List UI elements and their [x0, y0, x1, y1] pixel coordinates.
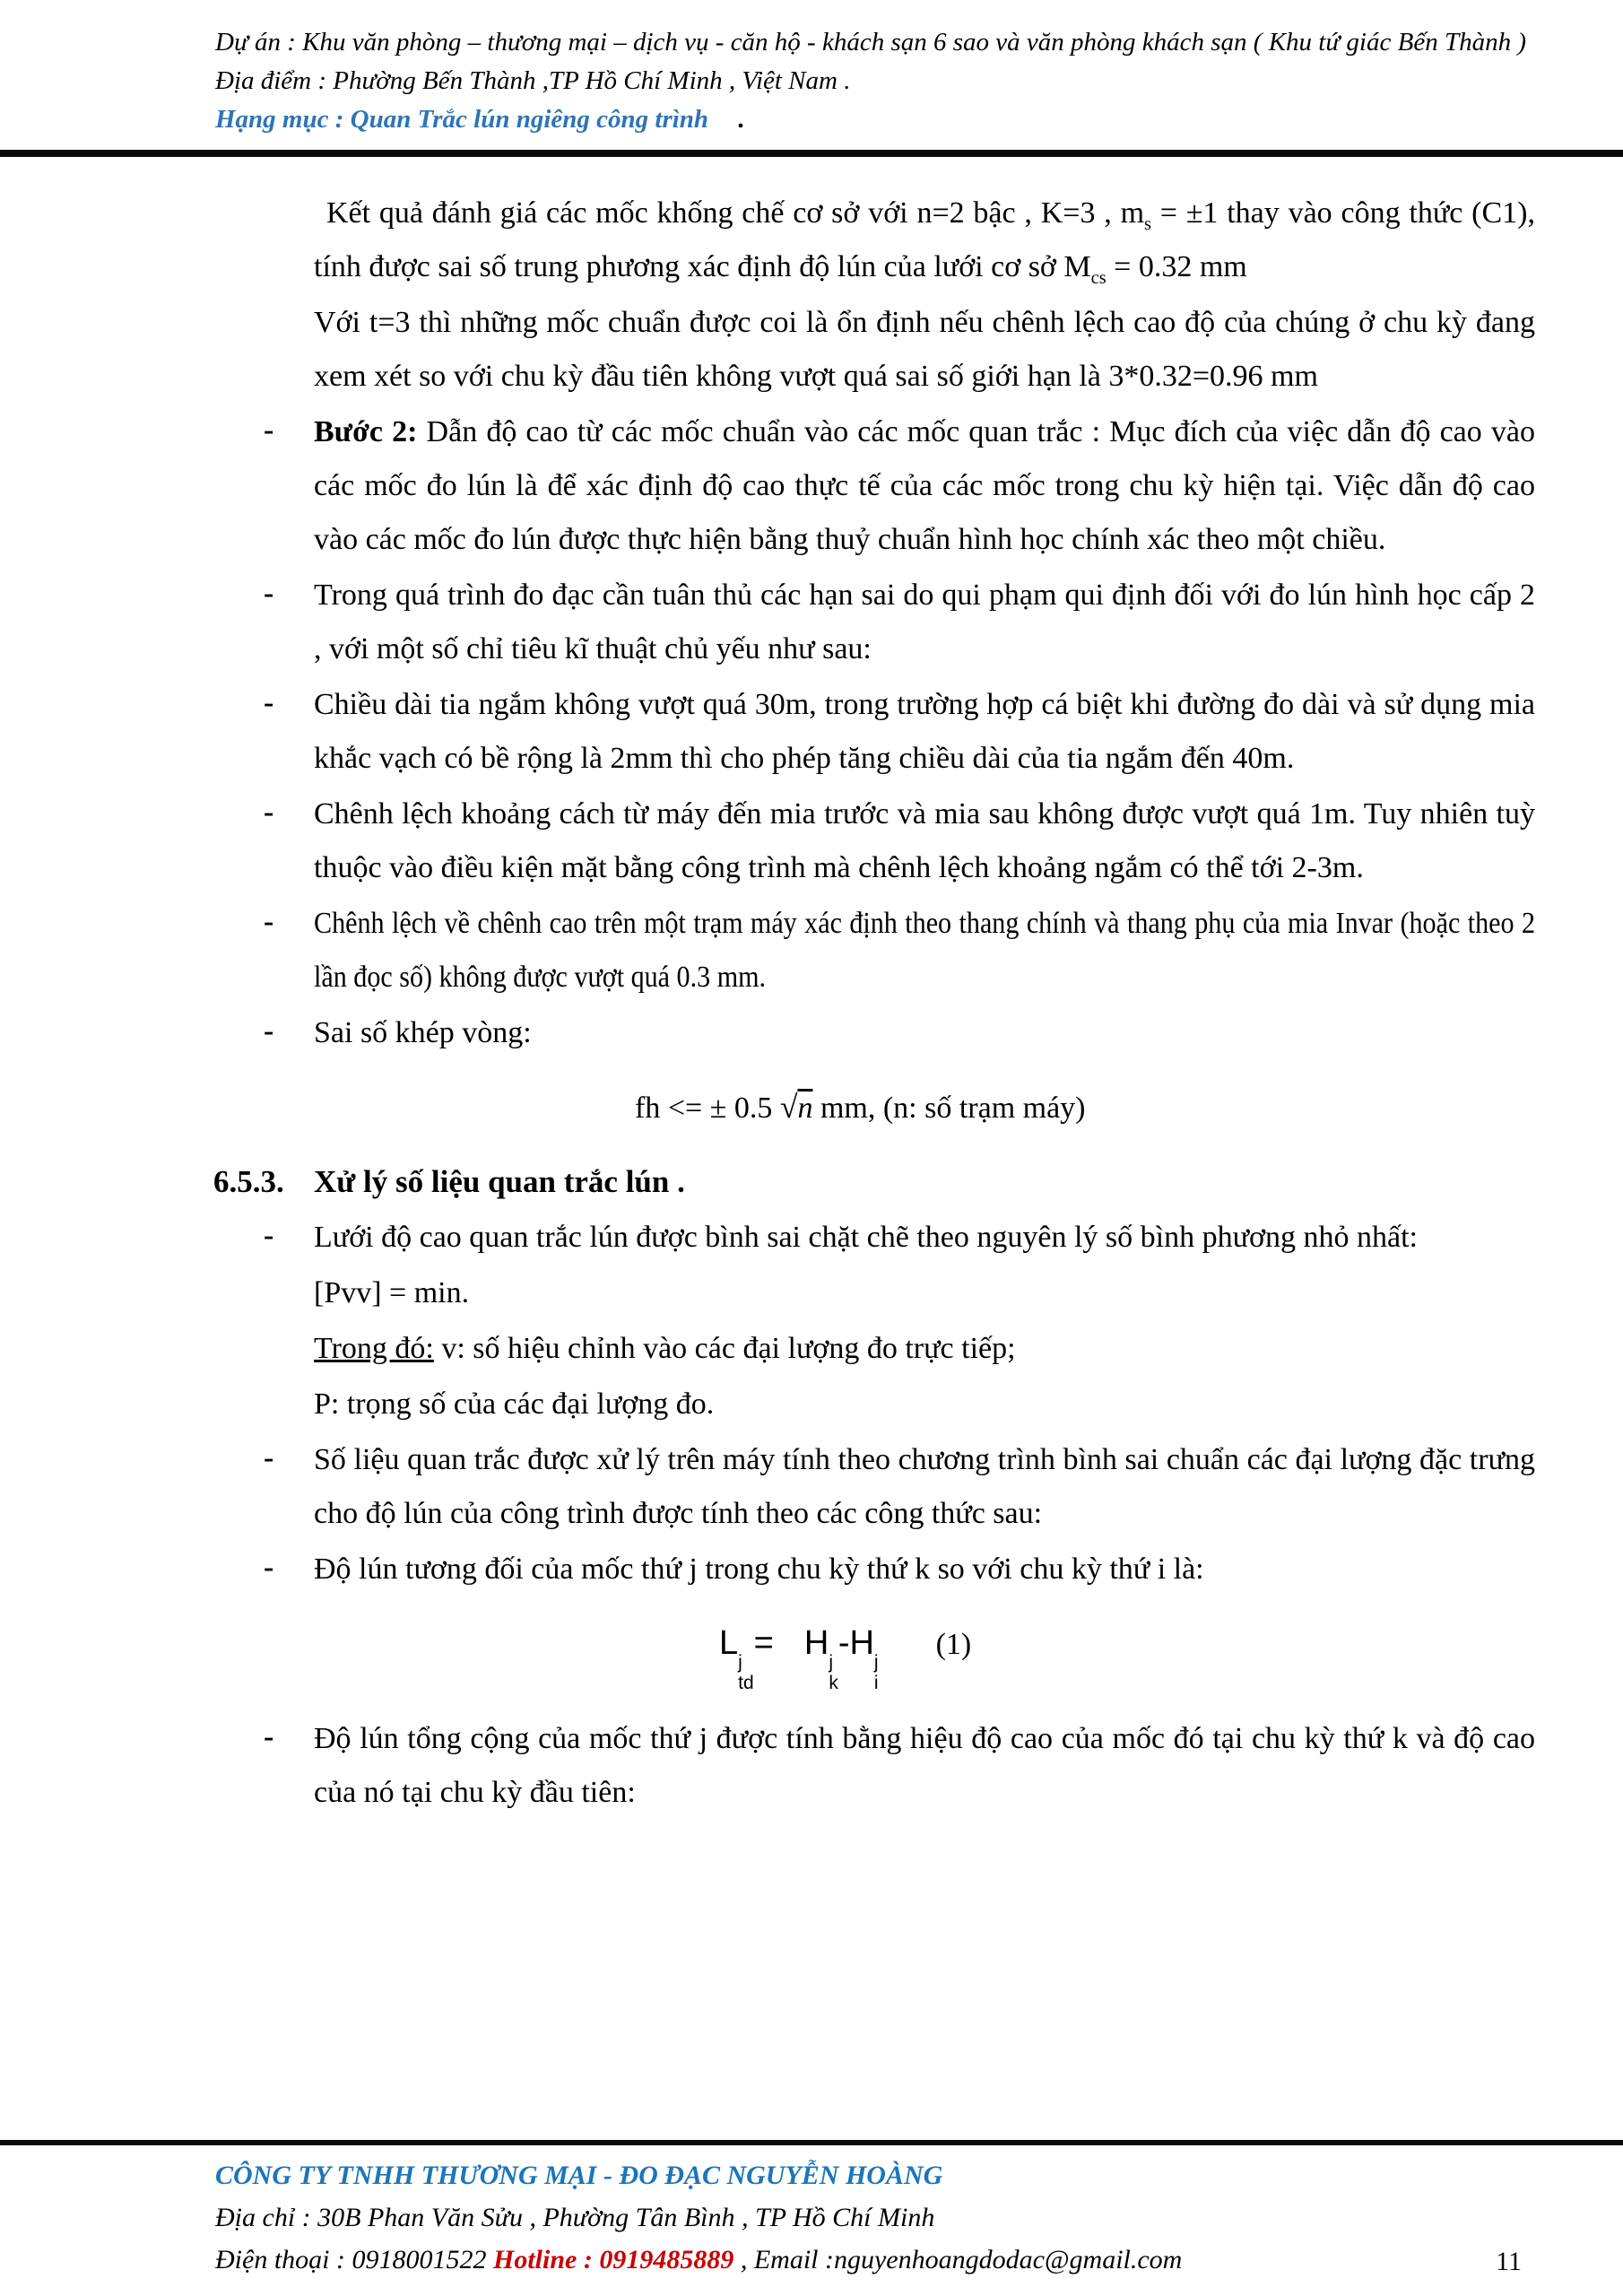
radicand-n: n	[797, 1091, 813, 1125]
bullet-dash-icon: -	[264, 1441, 274, 1474]
footer-phone: Điện thoại : 0918001522	[215, 2245, 493, 2274]
bullet-dash-icon: -	[264, 1720, 274, 1753]
bullet-invar-staff-text: Chênh lệch về chênh cao trên một trạm máy xác định theo thang chính và thang phụ của mia Invar (hoặc theo 2 lần đọc số) không được vượt quá 0.3 mm.	[314, 907, 1536, 994]
formula-closure-error	[635, 1080, 1535, 1135]
trong-do-rest: v: số hiệu chỉnh vào các đại lượng đo trực tiếp;	[433, 1332, 1016, 1365]
term-Hk	[803, 1624, 838, 1693]
term-Hi-sub: i	[873, 1673, 879, 1693]
bullet-total-settlement-text: Độ lún tổng cộng của mốc thứ j được tính bằng hiệu độ cao của mốc đó tại chu kỳ thứ k và độ cao của nó tại chu kỳ đầu tiên:	[314, 1722, 1535, 1809]
bullet-computer-processing-text: Số liệu quan trắc được xử lý trên máy tính theo chương trình bình sai chuẩn các đại lượng đặc trưng cho độ lún của công trình được tính theo các công thức sau:	[314, 1443, 1535, 1530]
bullet-sight-length-text: Chiều dài tia ngắm không vượt quá 30m, trong trường hợp cá biệt khi đường đo dài và sử dụng mia khắc vạch có bề rộng là 2mm thì cho phép tăng chiều dài của tia ngắm đến 40m.	[314, 688, 1535, 775]
p1-text-b: = ±1 thay vào công thức (C1), tính được sai số trung phương xác định độ lún của lưới cơ sở M	[314, 196, 1535, 283]
document-body	[213, 185, 1536, 1822]
bullet-distance-difference	[264, 787, 1535, 895]
p1-text-a: Kết quả đánh giá các mốc khống chế cơ sở với n=2 bậc , K=3 , m	[326, 196, 1145, 230]
bullet-closure-error-text: Sai số khép vòng:	[314, 1016, 532, 1049]
bullet-dash-icon: -	[264, 686, 274, 719]
header-divider-rule	[0, 150, 1623, 157]
header-category-text: Hạng mục : Quan Trắc lún ngiêng công trình	[215, 105, 709, 134]
term-Hk-sub: k	[829, 1673, 838, 1693]
term-Hi-sup: j	[873, 1652, 879, 1673]
formula-settlement-equation	[719, 1616, 1535, 1692]
term-Hk-scripts	[829, 1653, 838, 1692]
p1-subscript-cs: cs	[1090, 267, 1107, 288]
bullet-adjustment-principle-text: Lưới độ cao quan trắc lún được bình sai chặt chẽ theo nguyên lý số bình phương nhỏ nhất:	[314, 1221, 1418, 1254]
term-Hi-scripts	[874, 1653, 879, 1692]
term-L-sub: td	[738, 1673, 754, 1693]
bullet-dash-icon: -	[264, 413, 274, 447]
bullet-relative-settlement	[264, 1543, 1535, 1596]
bullet-relative-settlement-text: Độ lún tương đối của mốc thứ j trong chu kỳ thứ k so với chu kỳ thứ i là:	[314, 1552, 1204, 1586]
footer-contact-line	[215, 2239, 1538, 2281]
page-number: 11	[1496, 2247, 1522, 2276]
paragraph-control-network-result	[314, 187, 1535, 294]
header-project-line: Dự án : Khu văn phòng – thương mại – dịch vụ - căn hộ - khách sạn 6 sao và văn phòng khách sạn ( Khu tứ giác Bến Thành )	[215, 28, 1526, 57]
term-L	[719, 1624, 754, 1693]
term-Hk-sup: j	[829, 1652, 833, 1673]
line-pvv-min: [Pvv] = min.	[314, 1276, 470, 1309]
bullet-dash-icon: -	[264, 1551, 274, 1584]
formula-fh-post: mm, (n: số trạm máy)	[812, 1091, 1086, 1125]
page-footer	[215, 2154, 1538, 2281]
term-Hk-base: H	[803, 1624, 829, 1662]
p1-text-c: = 0.32 mm	[1106, 250, 1247, 283]
trong-do-underlined: Trong đó:	[314, 1332, 434, 1365]
paragraph-benchmark-stability: Với t=3 thì những mốc chuẩn được coi là ổn định nếu chênh lệch cao độ của chúng ở chu kỳ đang xem xét so với chu kỳ đầu tiên không vượt quá sai số giới hạn là 3*0.32=0.96 mm	[314, 306, 1535, 393]
bullet-step2-text	[314, 405, 1535, 567]
header-category-line	[215, 100, 1538, 139]
footer-company-name: CÔNG TY TNHH THƯƠNG MẠI - ĐO ĐẠC NGUYỄN HOÀNG	[215, 2161, 943, 2190]
line-p-weight: P: trọng số của các đại lượng đo.	[314, 1387, 715, 1421]
bullet-sight-length	[264, 678, 1535, 786]
term-Hi	[849, 1624, 879, 1693]
header-location-line: Địa điểm : Phường Bến Thành ,TP Hồ Chí Minh , Việt Nam .	[215, 66, 851, 95]
bullet-closure-error	[264, 1006, 1535, 1060]
equation-number: (1)	[935, 1628, 972, 1661]
section-title: Xử lý số liệu quan trắc lún .	[314, 1164, 685, 1199]
term-L-sup: j	[738, 1652, 742, 1673]
section-heading-653	[213, 1155, 1535, 1209]
bullet-tolerances	[264, 569, 1535, 676]
bullet-step2	[264, 405, 1535, 567]
footer-divider-rule	[0, 2140, 1623, 2145]
bullet-dash-icon: -	[264, 796, 274, 829]
radical-sign: √	[779, 1089, 798, 1125]
p1-subscript-s: s	[1144, 213, 1151, 234]
formula-fh-pre: fh <= ± 0.5	[635, 1091, 780, 1125]
bullet-adjustment-principle	[264, 1211, 1535, 1265]
equals-sign: =	[753, 1624, 774, 1662]
bullet-dash-icon: -	[264, 1014, 274, 1048]
bullet-tolerances-text: Trong quá trình đo đạc cần tuân thủ các hạn sai do qui phạm qui định đối với đo lún hình học cấp 2 , với một số chỉ tiêu kĩ thuật chủ yếu như sau:	[314, 578, 1535, 665]
bullet-step2-rest: Dẫn độ cao từ các mốc chuẩn vào các mốc quan trắc : Mục đích của việc dẫn độ cao vào các mốc đo lún là để xác định độ cao thực tế của các mốc trong chu kỳ hiện tại. Việc dẫn độ cao vào các mốc đo lún được thực hiện bằng thuỷ chuẩn hình học chính xác theo một chiều.	[314, 415, 1535, 556]
footer-address: Địa chỉ : 30B Phan Văn Sửu , Phường Tân Bình , TP Hồ Chí Minh	[215, 2203, 935, 2232]
sqrt-radical	[780, 1091, 813, 1125]
header-category-dot: .	[738, 105, 745, 134]
minus-sign: -	[838, 1624, 850, 1662]
bullet-total-settlement	[264, 1712, 1535, 1820]
term-L-base: L	[719, 1624, 739, 1662]
bullet-step2-label: Bước 2:	[314, 415, 418, 448]
bullet-computer-processing	[264, 1433, 1535, 1541]
bullet-dash-icon: -	[264, 577, 274, 610]
bullet-invar-staff	[264, 897, 1536, 1004]
bullet-distance-difference-text: Chênh lệch khoảng cách từ máy đến mia trước và mia sau không được vượt quá 1m. Tuy nhiên tuỳ thuộc vào điều kiện mặt bằng công trình mà chênh lệch khoảng ngắm có thể tới 2-3m.	[314, 797, 1535, 884]
term-Hi-base: H	[849, 1624, 874, 1662]
bullet-dash-icon: -	[264, 1219, 274, 1252]
page-header	[215, 23, 1538, 139]
line-trong-do	[314, 1322, 1535, 1376]
section-number: 6.5.3.	[213, 1164, 284, 1199]
bullet-dash-icon: -	[264, 905, 274, 938]
footer-hotline: Hotline : 0919485889	[492, 2245, 734, 2274]
term-L-scripts	[738, 1653, 754, 1692]
footer-email: , Email :nguyenhoangdodac@gmail.com	[733, 2245, 1183, 2274]
